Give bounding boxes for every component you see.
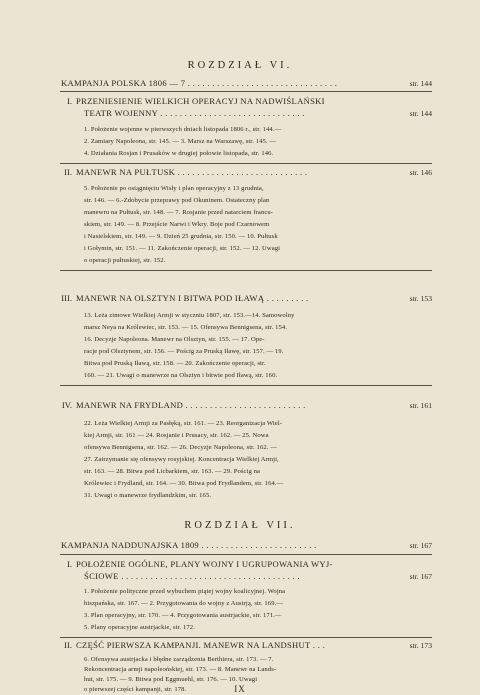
- divider: [60, 637, 432, 638]
- section-title: PRZENIESIENIE WIELKICH OPERACYJ NA NADWIŚLAŃSKI: [76, 96, 325, 106]
- subsection-line: hut, str. 175. — 9. Bitwa pod Eggmuehl, str. 176. — 10. Uwagi: [84, 676, 258, 683]
- subsection-line: 5. Plany operacyjne austrjackie, str. 172.: [84, 624, 195, 631]
- section-page: str. 144: [409, 109, 432, 118]
- subsection-line: 4. Działania Rosjan i Prusaków w drugiej połowie listopada, str. 146.: [84, 150, 274, 157]
- subsection-line: i Nasielskiem, str. 149. — 9. Dzień 25 grudnia, str. 150. — 10. Pułtusk: [84, 233, 278, 240]
- section-number: II.: [64, 640, 72, 650]
- subsection-line: hiszpańska, str. 167. — 2. Przygotowania do wojny z Austrją, str. 169.—: [84, 600, 284, 607]
- subsection-line: 22. Leża Wielkiej Armji za Pasłęką, str. 161. — 23. Reorganizacja Wiel-: [84, 420, 283, 427]
- divider: [60, 554, 432, 555]
- subsection-line: 1. Położenie wojenne w pierwszych dniach listopada 1806 r., str. 144.—: [84, 126, 282, 133]
- campaign-title: KAMPANJA NADDUNAJSKA 1809 . . . . . . . . . . . . . . . . . . . . . . . .: [61, 540, 317, 550]
- section-page: str. 153: [409, 294, 432, 303]
- section-number: II.: [64, 167, 72, 177]
- campaign-page: str. 167: [409, 541, 432, 550]
- divider: [60, 163, 432, 164]
- subsection-line: Królewiec i Frydland, str. 164. — 30. Bitwa pod Frydlandem, str. 164.—: [84, 480, 284, 487]
- subsection-line: str. 163. — 28. Bitwa pod Licbarkiem, str. 163. — 29. Pościg na: [84, 468, 261, 475]
- page-number: IX: [234, 684, 246, 694]
- subsection-line: o operacji pułtuskiej, str. 152.: [84, 257, 166, 264]
- subsection-line: kiej Armji, str. 161 — 24. Rosjanie i Prusacy, str. 162. — 25. Nowa: [84, 432, 269, 439]
- campaign-title: KAMPANJA POLSKA 1806 — 7 . . . . . . . . . . . . . . . . . . . . . . . . . . . . . . .: [61, 78, 338, 88]
- subsection-line: i Gołymin, str. 151. — 11. Zakończenie operacji, str. 152. — 12. Uwagi: [84, 245, 281, 252]
- subsection-line: 2. Zamiary Napoleona, str. 145. — 3. Marsz na Warszawę, str. 145. —: [84, 138, 277, 145]
- subsection-line: ofensywa Bennigsena, str. 162. — 26. Decyzje Napoleona, str. 162. —: [84, 444, 277, 451]
- section-page: str. 167: [409, 572, 432, 581]
- subsection-line: skiem, str. 149. — 8. Przejście Narwi i Wkry. Boje pod Czarnowem: [84, 221, 270, 228]
- subsection-line: marsz Neya na Królewiec, str. 153. — 15. Ofensywa Bennigsena, str. 154.: [84, 324, 288, 331]
- subsection-line: str. 146. — 6.-Zdobycie przeprawy pod Okuninem. Ostateczny plan: [84, 197, 270, 204]
- section-title: MANEWR NA PUŁTUSK . . . . . . . . . . . . . . . . . . . . . . . . . . .: [76, 167, 308, 177]
- subsection-line: Rekoncentracja armji napoleońskiej, str. 173. — 8. Manewr na Lands-: [84, 666, 277, 673]
- subsection-line: manewru na Pułtusk, str. 148. — 7. Rosjanie przed natarciem francu-: [84, 209, 274, 216]
- subsection-line: 1. Położenie polityczne przed wybuchem piątej wojny koalicyjnej. Wojna: [84, 588, 286, 595]
- section-number: I.: [66, 96, 72, 106]
- chapter-title: ROZDZIAŁ VI.: [187, 60, 293, 71]
- subsection-line: 13. Leża zimowe Wielkiej Armji w styczniu 1807, str. 153.—14. Samowolny: [84, 312, 295, 319]
- campaign-page: str. 144: [409, 79, 432, 88]
- section-title: ŚCIOWE . . . . . . . . . . . . . . . . . . . . . . . . . . . . . . . . . . . . .: [84, 571, 300, 581]
- divider: [60, 91, 432, 92]
- subsection-line: 3. Plan operacyjny, str. 170. — 4. Przygotowania austrjackie, str. 171.—: [84, 612, 282, 619]
- subsection-line: racje pod Olsztynem, str. 156. — Pościg za Pruską Iławę, str. 157. — 19.: [84, 348, 284, 355]
- subsection-line: 5. Położenie po osiągnięciu Wisły i plan operacyjny z 13 grudnia,: [84, 185, 264, 192]
- section-title: MANEWR NA OLSZTYN I BITWA POD IŁAWĄ . . . . . . . . .: [76, 293, 309, 303]
- section-number: I.: [66, 559, 72, 569]
- section-page: str. 173: [409, 641, 432, 650]
- section-number: IV.: [61, 400, 72, 410]
- section-page: str. 161: [409, 401, 432, 410]
- divider: [60, 385, 432, 386]
- subsection-line: 16. Decyzje Napoleona. Manewr na Olsztyn, str. 155. — 17. Ope-: [84, 336, 265, 343]
- section-title: CZĘŚĆ PIERWSZA KAMPANJI. MANEWR NA LANDSHUT . . .: [76, 640, 326, 650]
- section-title: MANEWR NA FRYDLAND . . . . . . . . . . . . . . . . . . . . . . . . .: [76, 400, 306, 410]
- section-title: POŁOŻENIE OGÓLNE, PLANY WOJNY I UGRUPOWANIA WYJ-: [76, 559, 333, 569]
- subsection-line: o pierwszej części kampanji, str. 178.: [84, 686, 187, 693]
- chapter-title: ROZDZIAŁ VII.: [184, 520, 296, 531]
- section-number: III.: [61, 293, 72, 303]
- subsection-line: 6. Ofensywa austrjacka i błędne zarządzenia Berthiera, str. 173. — 7.: [84, 656, 274, 663]
- subsection-line: Bitwa pod Pruską Iławą, str. 158. — 20. Zakończenie operacji, str.: [84, 360, 266, 367]
- divider: [60, 270, 432, 271]
- section-page: str. 146: [409, 168, 432, 177]
- subsection-line: 31. Uwagi o manewrze frydlandzkim, str. 165.: [84, 492, 212, 499]
- section-title: TEATR WOJENNY . . . . . . . . . . . . . . . . . . . . . . . . . . . . . .: [84, 108, 305, 118]
- subsection-line: 27. Zatrzymanie się ofensywy rosyjskiej. Koncentracja Wielkiej Armji,: [84, 456, 279, 463]
- subsection-line: 160. — 21. Uwagi o manewrze na Olsztyn i bitwie pod Iławą, str. 160.: [84, 372, 278, 379]
